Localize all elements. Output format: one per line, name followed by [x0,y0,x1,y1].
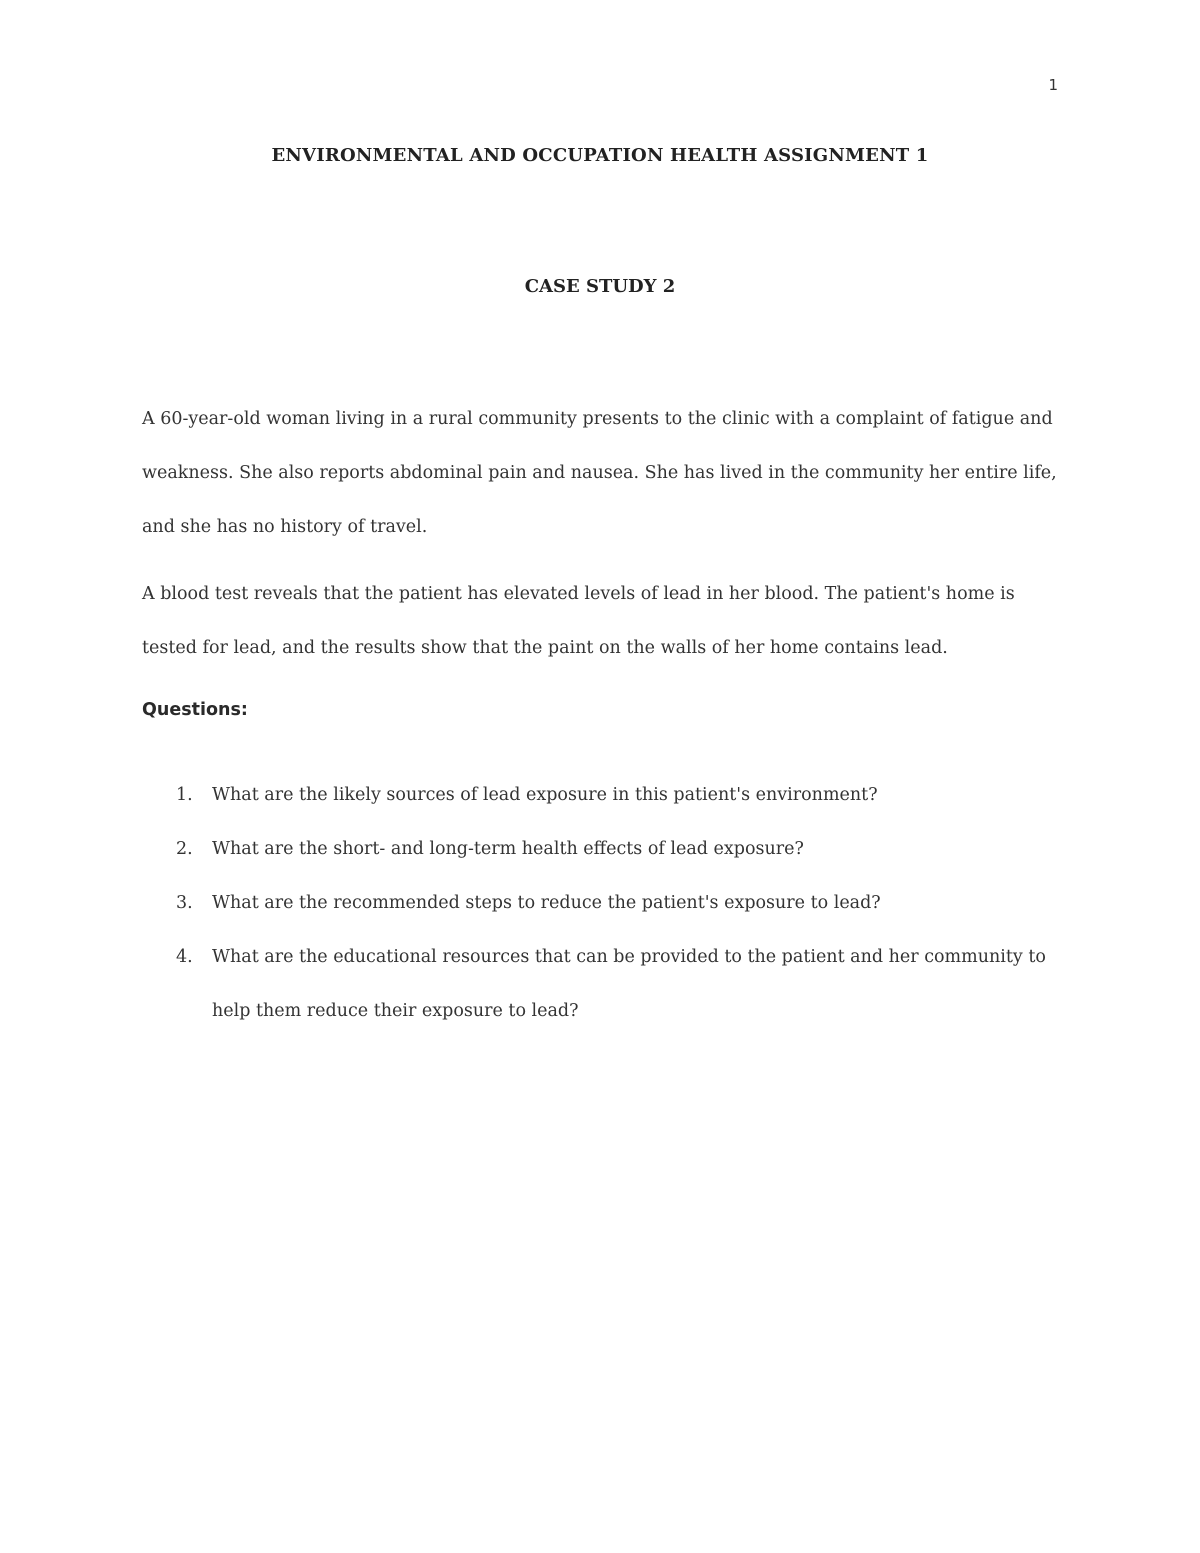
question-number: 1. [176,785,193,805]
question-item [142,822,1072,876]
document-title: ENVIRONMENTAL AND OCCUPATION HEALTH ASSIGNMENT 1 [271,145,929,166]
question-text: What are the educational resources that can be provided to the patient and her community to help them reduce their exposure to lead? [212,947,1046,1021]
questions-heading: Questions: [142,700,248,720]
question-number: 4. [176,947,193,967]
case-paragraph-2: A blood test reveals that the patient has elevated levels of lead in her blood. The patient's home is tested for lead, and the results show that the paint on the walls of her home contains lead. [142,584,1015,658]
question-text: What are the recommended steps to reduce the patient's exposure to lead? [212,893,881,913]
question-number: 2. [176,839,193,859]
question-text: What are the likely sources of lead exposure in this patient's environment? [212,785,878,805]
case-study-heading: CASE STUDY 2 [524,276,676,297]
question-item [142,930,1072,1038]
question-number: 3. [176,893,193,913]
case-paragraph-1: A 60-year-old woman living in a rural community presents to the clinic with a complaint of fatigue and weakness. She also reports abdominal pain and nausea. She has lived in the community her entire life, and she has no history of travel. [142,409,1057,537]
question-item [142,876,1072,930]
question-text: What are the short- and long-term health effects of lead exposure? [212,839,804,859]
questions-list [142,768,1072,1038]
question-item [142,768,1072,822]
page-number: 1 [1048,76,1058,94]
